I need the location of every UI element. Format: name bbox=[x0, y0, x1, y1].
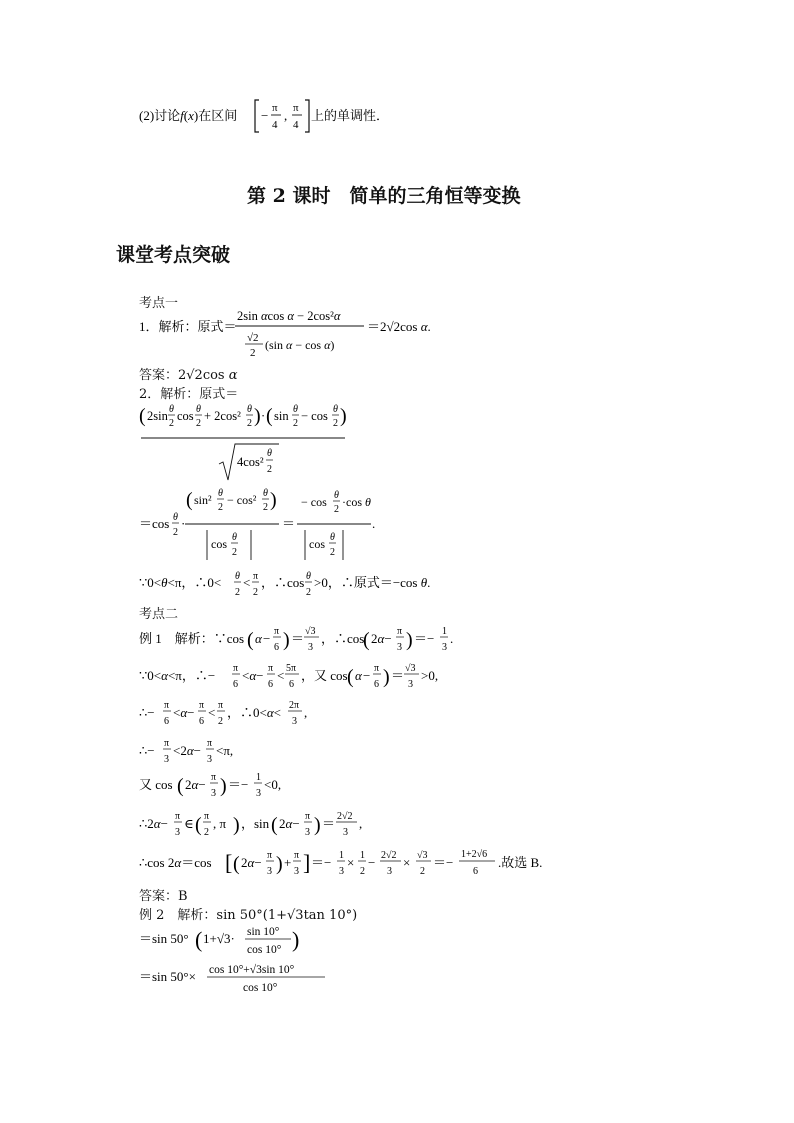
svg-text:2: 2 bbox=[330, 547, 335, 558]
svg-text:(: ( bbox=[247, 629, 254, 651]
svg-text:θ: θ bbox=[293, 404, 298, 415]
svg-text:cos 10°: cos 10° bbox=[243, 982, 278, 994]
point2-label: 考点二 bbox=[139, 607, 179, 622]
svg-text:4: 4 bbox=[272, 119, 278, 131]
example1-line6-svg bbox=[139, 805, 439, 845]
svg-text:2: 2 bbox=[263, 502, 268, 513]
svg-text:2√2: 2√2 bbox=[381, 850, 397, 861]
svg-text:＝: ＝ bbox=[282, 516, 296, 531]
svg-text:+ 2cos²: + 2cos² bbox=[204, 409, 241, 423]
problem2-label: 2．解析：原式＝ bbox=[139, 387, 239, 402]
svg-text:∵0<θ<π，∴0<: ∵0<θ<π，∴0< bbox=[139, 575, 222, 590]
svg-text:2: 2 bbox=[253, 587, 258, 598]
svg-text:1: 1 bbox=[360, 850, 365, 861]
svg-text:5π: 5π bbox=[286, 663, 297, 674]
svg-text:，∴0<α<: ，∴0<α< bbox=[227, 705, 282, 720]
problem2-line2 bbox=[139, 484, 379, 568]
svg-text:>0,: >0, bbox=[421, 668, 439, 683]
svg-text:3: 3 bbox=[211, 788, 216, 799]
svg-text:.: . bbox=[372, 516, 376, 531]
svg-text:,: , bbox=[284, 108, 288, 123]
problem2-line3-svg bbox=[139, 567, 459, 603]
svg-text:2: 2 bbox=[306, 587, 311, 598]
svg-text:.: . bbox=[450, 631, 454, 646]
svg-text:sin²: sin² bbox=[194, 493, 212, 507]
example1-line4-svg bbox=[139, 733, 339, 771]
example2-line3 bbox=[139, 958, 379, 998]
example1-line7 bbox=[139, 842, 579, 886]
svg-text:2: 2 bbox=[420, 866, 425, 877]
example2-line2-svg bbox=[139, 920, 379, 960]
svg-text:,: , bbox=[359, 816, 363, 831]
svg-text:): ) bbox=[314, 814, 321, 836]
svg-text:2: 2 bbox=[334, 504, 339, 515]
svg-text:1: 1 bbox=[442, 626, 447, 637]
svg-text:2: 2 bbox=[196, 418, 201, 429]
top-question bbox=[139, 96, 399, 136]
svg-text:θ: θ bbox=[330, 532, 335, 543]
svg-text:θ: θ bbox=[267, 448, 272, 459]
svg-text:2: 2 bbox=[235, 587, 240, 598]
svg-text:2: 2 bbox=[173, 527, 178, 538]
svg-text:2π: 2π bbox=[289, 700, 300, 711]
svg-text:2α−: 2α− bbox=[185, 777, 206, 792]
svg-text:×: × bbox=[403, 855, 411, 870]
section-title: 课堂考点突破 bbox=[116, 244, 231, 266]
svg-text:sin 10°: sin 10° bbox=[247, 926, 280, 938]
svg-text:,: , bbox=[304, 705, 308, 720]
svg-text:−: − bbox=[261, 108, 269, 123]
svg-text:＝−: ＝− bbox=[433, 855, 454, 870]
svg-text:<α−: <α− bbox=[173, 705, 195, 720]
svg-text:2α−: 2α− bbox=[279, 816, 300, 831]
svg-text:(: ( bbox=[271, 814, 278, 836]
svg-text:<0,: <0, bbox=[264, 777, 282, 792]
svg-text:−: − bbox=[263, 631, 271, 646]
top-question-svg bbox=[139, 96, 399, 136]
example2-line3-svg bbox=[139, 958, 379, 998]
problem2-fraction-svg bbox=[139, 398, 359, 484]
svg-text:2: 2 bbox=[333, 418, 338, 429]
svg-text:(: ( bbox=[233, 853, 240, 875]
example1-answer: 答案：B bbox=[139, 889, 188, 904]
svg-text:cos 10°: cos 10° bbox=[247, 944, 282, 956]
svg-text:2: 2 bbox=[204, 827, 209, 838]
svg-text:θ: θ bbox=[333, 404, 338, 415]
point1-label: 考点一 bbox=[139, 296, 179, 311]
svg-text:>0，∴原式＝−cos θ.: >0，∴原式＝−cos θ. bbox=[314, 575, 431, 590]
svg-text:θ: θ bbox=[247, 404, 252, 415]
svg-text:<π,: <π, bbox=[216, 743, 234, 758]
svg-text:+: + bbox=[284, 855, 292, 870]
svg-text:×: × bbox=[347, 855, 355, 870]
svg-text:2α−: 2α− bbox=[371, 631, 392, 646]
svg-text:, π: , π bbox=[213, 816, 227, 831]
svg-text:2sin: 2sin bbox=[147, 409, 168, 423]
svg-text:θ: θ bbox=[235, 571, 240, 582]
svg-text:3: 3 bbox=[256, 788, 261, 799]
svg-text:又 cos: 又 cos bbox=[139, 777, 173, 792]
svg-text:√2: √2 bbox=[247, 332, 259, 344]
svg-text:3: 3 bbox=[175, 827, 180, 838]
svg-text:，sin: ，sin bbox=[241, 816, 270, 831]
svg-text:√3: √3 bbox=[417, 850, 428, 861]
svg-text:2: 2 bbox=[232, 547, 237, 558]
example2-line2 bbox=[139, 920, 379, 960]
svg-text:2: 2 bbox=[360, 866, 365, 877]
svg-text:3: 3 bbox=[408, 679, 413, 690]
svg-text:(: ( bbox=[177, 775, 184, 797]
svg-text:π: π bbox=[293, 102, 299, 114]
svg-text:∴−: ∴− bbox=[139, 743, 155, 758]
svg-text:<α−: <α− bbox=[242, 668, 264, 683]
svg-text:＝−: ＝− bbox=[414, 631, 435, 646]
svg-text:6: 6 bbox=[268, 679, 273, 690]
svg-text:(: ( bbox=[363, 629, 370, 651]
svg-text:1．解析：原式＝: 1．解析：原式＝ bbox=[139, 319, 237, 334]
top-question-text-a: (2)讨论f(x)在区间 bbox=[139, 108, 238, 123]
svg-text:): ) bbox=[276, 853, 283, 875]
svg-text:π: π bbox=[211, 772, 217, 783]
svg-text:4: 4 bbox=[293, 119, 299, 131]
svg-text:3: 3 bbox=[442, 642, 447, 653]
example1-line5 bbox=[139, 767, 339, 805]
svg-text:θ: θ bbox=[218, 488, 223, 499]
problem2-line3 bbox=[139, 567, 459, 603]
problem1-solution bbox=[139, 304, 459, 360]
svg-text:2: 2 bbox=[218, 716, 223, 727]
svg-text:＝: ＝ bbox=[391, 668, 405, 683]
svg-text:θ: θ bbox=[173, 512, 178, 523]
svg-text:(: ( bbox=[347, 666, 354, 688]
svg-text:，又 cos: ，又 cos bbox=[301, 668, 348, 683]
svg-text:cos: cos bbox=[211, 537, 227, 551]
svg-text:π: π bbox=[253, 571, 259, 582]
svg-text:−: − bbox=[363, 668, 371, 683]
svg-text:2sin αcos α − 2cos²α: 2sin αcos α − 2cos²α bbox=[237, 309, 341, 323]
svg-text:): ) bbox=[383, 666, 390, 688]
svg-text:3: 3 bbox=[207, 754, 212, 765]
example1-line4 bbox=[139, 733, 339, 771]
svg-text:π: π bbox=[374, 663, 380, 674]
svg-text:3: 3 bbox=[267, 866, 272, 877]
svg-text:α: α bbox=[255, 631, 262, 646]
svg-text:sin: sin bbox=[274, 409, 289, 423]
svg-text:π: π bbox=[268, 663, 274, 674]
svg-text:<: < bbox=[208, 705, 216, 720]
svg-text:2α−: 2α− bbox=[241, 855, 262, 870]
svg-text:6: 6 bbox=[289, 679, 294, 690]
svg-text:＝2√2cos α.: ＝2√2cos α. bbox=[367, 319, 431, 334]
svg-text:3: 3 bbox=[339, 866, 344, 877]
svg-text:，∴cos: ，∴cos bbox=[321, 631, 365, 646]
svg-text:1+√3·: 1+√3· bbox=[203, 931, 235, 946]
svg-text:θ: θ bbox=[306, 571, 311, 582]
svg-text:π: π bbox=[199, 700, 205, 711]
svg-text:): ) bbox=[283, 629, 290, 651]
svg-text:6: 6 bbox=[473, 866, 478, 877]
svg-text:(: ( bbox=[195, 814, 202, 836]
example1-line7-svg bbox=[139, 842, 579, 886]
svg-text:π: π bbox=[204, 811, 210, 822]
svg-text:): ) bbox=[406, 629, 413, 651]
problem2-fraction bbox=[139, 398, 359, 484]
svg-text:＝sin 50°×: ＝sin 50°× bbox=[139, 969, 196, 984]
svg-text:): ) bbox=[220, 775, 227, 797]
svg-text:＝−: ＝− bbox=[311, 855, 332, 870]
svg-text:2: 2 bbox=[247, 418, 252, 429]
svg-text:π: π bbox=[218, 700, 224, 711]
svg-text:<: < bbox=[243, 575, 251, 590]
svg-text:＝cos: ＝cos bbox=[139, 516, 170, 531]
svg-text:− cos: − cos bbox=[301, 409, 328, 423]
svg-text:θ: θ bbox=[334, 490, 339, 501]
example1-line3-svg bbox=[139, 695, 379, 733]
problem2-line2-svg bbox=[139, 484, 379, 568]
svg-text:2: 2 bbox=[169, 418, 174, 429]
svg-text:2: 2 bbox=[250, 347, 256, 359]
svg-text:(: ( bbox=[266, 405, 273, 427]
svg-text:1+2√6: 1+2√6 bbox=[461, 849, 488, 860]
svg-text:＝: ＝ bbox=[291, 631, 305, 646]
svg-text:): ) bbox=[340, 405, 347, 427]
svg-text:3: 3 bbox=[387, 866, 392, 877]
problem1-svg bbox=[139, 304, 459, 360]
svg-text:π: π bbox=[267, 850, 273, 861]
svg-text:4cos²: 4cos² bbox=[237, 455, 264, 469]
svg-text:∵0<α<π，∴−: ∵0<α<π，∴− bbox=[139, 668, 216, 683]
svg-text:·: · bbox=[181, 516, 186, 531]
svg-text:3: 3 bbox=[294, 866, 299, 877]
svg-text:2√2: 2√2 bbox=[337, 811, 353, 822]
svg-text:6: 6 bbox=[233, 679, 238, 690]
svg-text:<2α−: <2α− bbox=[173, 743, 202, 758]
svg-text:(: ( bbox=[195, 927, 203, 952]
svg-text:6: 6 bbox=[274, 642, 279, 653]
svg-text:θ: θ bbox=[232, 532, 237, 543]
svg-text:＝−: ＝− bbox=[228, 777, 249, 792]
example1-line1-svg bbox=[139, 620, 479, 660]
svg-text:π: π bbox=[164, 738, 170, 749]
svg-text:2: 2 bbox=[293, 418, 298, 429]
svg-text:3: 3 bbox=[397, 642, 402, 653]
svg-text:∴2α−: ∴2α− bbox=[139, 816, 168, 831]
svg-text:3: 3 bbox=[164, 754, 169, 765]
svg-text:(: ( bbox=[139, 405, 146, 427]
svg-text:(: ( bbox=[186, 489, 193, 511]
svg-text:6: 6 bbox=[199, 716, 204, 727]
svg-text:π: π bbox=[164, 700, 170, 711]
svg-text:π: π bbox=[272, 102, 278, 114]
svg-text:6: 6 bbox=[164, 716, 169, 727]
svg-text:(sin α − cos α): (sin α − cos α) bbox=[265, 338, 335, 352]
svg-text:∴−: ∴− bbox=[139, 705, 155, 720]
svg-text:θ: θ bbox=[196, 404, 201, 415]
svg-text:上的单调性．: 上的单调性． bbox=[311, 108, 390, 123]
svg-text:3: 3 bbox=[292, 716, 297, 727]
svg-text:√3: √3 bbox=[305, 626, 316, 637]
svg-text:2: 2 bbox=[218, 502, 223, 513]
svg-text:θ: θ bbox=[263, 488, 268, 499]
example1-line2-svg bbox=[139, 657, 479, 697]
svg-text:6: 6 bbox=[374, 679, 379, 690]
svg-text:·cos θ: ·cos θ bbox=[342, 495, 371, 509]
svg-text:π: π bbox=[305, 811, 311, 822]
svg-text:π: π bbox=[397, 626, 403, 637]
svg-text:cos 10°+√3sin 10°: cos 10°+√3sin 10° bbox=[209, 964, 295, 976]
svg-text:∈: ∈ bbox=[184, 816, 194, 831]
svg-text:cos: cos bbox=[309, 537, 325, 551]
example1-line1 bbox=[139, 620, 479, 660]
svg-text:2: 2 bbox=[267, 464, 272, 475]
example1-line3 bbox=[139, 695, 379, 733]
svg-text:√3: √3 bbox=[405, 663, 416, 674]
svg-text:＝: ＝ bbox=[322, 816, 336, 831]
svg-text:[: [ bbox=[225, 850, 233, 875]
svg-text:·: · bbox=[261, 409, 266, 423]
example1-line5-svg bbox=[139, 767, 339, 805]
svg-text:): ) bbox=[254, 405, 261, 427]
svg-text:π: π bbox=[175, 811, 181, 822]
svg-text:π: π bbox=[233, 663, 239, 674]
svg-text:−: − bbox=[368, 855, 376, 870]
svg-text:3: 3 bbox=[308, 642, 313, 653]
svg-text:π: π bbox=[294, 850, 300, 861]
svg-text:): ) bbox=[270, 489, 277, 511]
svg-text:cos: cos bbox=[177, 409, 194, 423]
example1-line6 bbox=[139, 805, 439, 845]
problem1-answer: 答案：2√2cos α bbox=[139, 368, 238, 383]
svg-text:1: 1 bbox=[256, 772, 261, 783]
svg-text:例 1 解析：∵cos: 例 1 解析：∵cos bbox=[139, 631, 245, 646]
lesson-title: 第 2 课时 简单的三角恒等变换 bbox=[247, 185, 521, 207]
svg-text:π: π bbox=[207, 738, 213, 749]
svg-text:α: α bbox=[355, 668, 362, 683]
example2-line1: 例 2 解析：sin 50°(1+√3tan 10°) bbox=[139, 908, 358, 923]
svg-text:<: < bbox=[277, 668, 285, 683]
svg-text:3: 3 bbox=[305, 827, 310, 838]
svg-text:− cos: − cos bbox=[301, 495, 327, 509]
svg-text:＝sin 50°: ＝sin 50° bbox=[139, 931, 189, 946]
svg-text:θ: θ bbox=[169, 404, 174, 415]
svg-text:− cos²: − cos² bbox=[227, 493, 257, 507]
example1-line2 bbox=[139, 657, 479, 697]
svg-text:1: 1 bbox=[339, 850, 344, 861]
svg-text:.故选 B.: .故选 B. bbox=[498, 855, 543, 870]
svg-text:，∴cos: ，∴cos bbox=[261, 575, 305, 590]
svg-text:): ) bbox=[233, 814, 240, 836]
svg-text:): ) bbox=[292, 927, 300, 952]
svg-text:]: ] bbox=[303, 850, 311, 875]
svg-text:3: 3 bbox=[343, 827, 348, 838]
svg-text:∴cos 2α＝cos: ∴cos 2α＝cos bbox=[139, 855, 212, 870]
svg-text:π: π bbox=[274, 626, 280, 637]
